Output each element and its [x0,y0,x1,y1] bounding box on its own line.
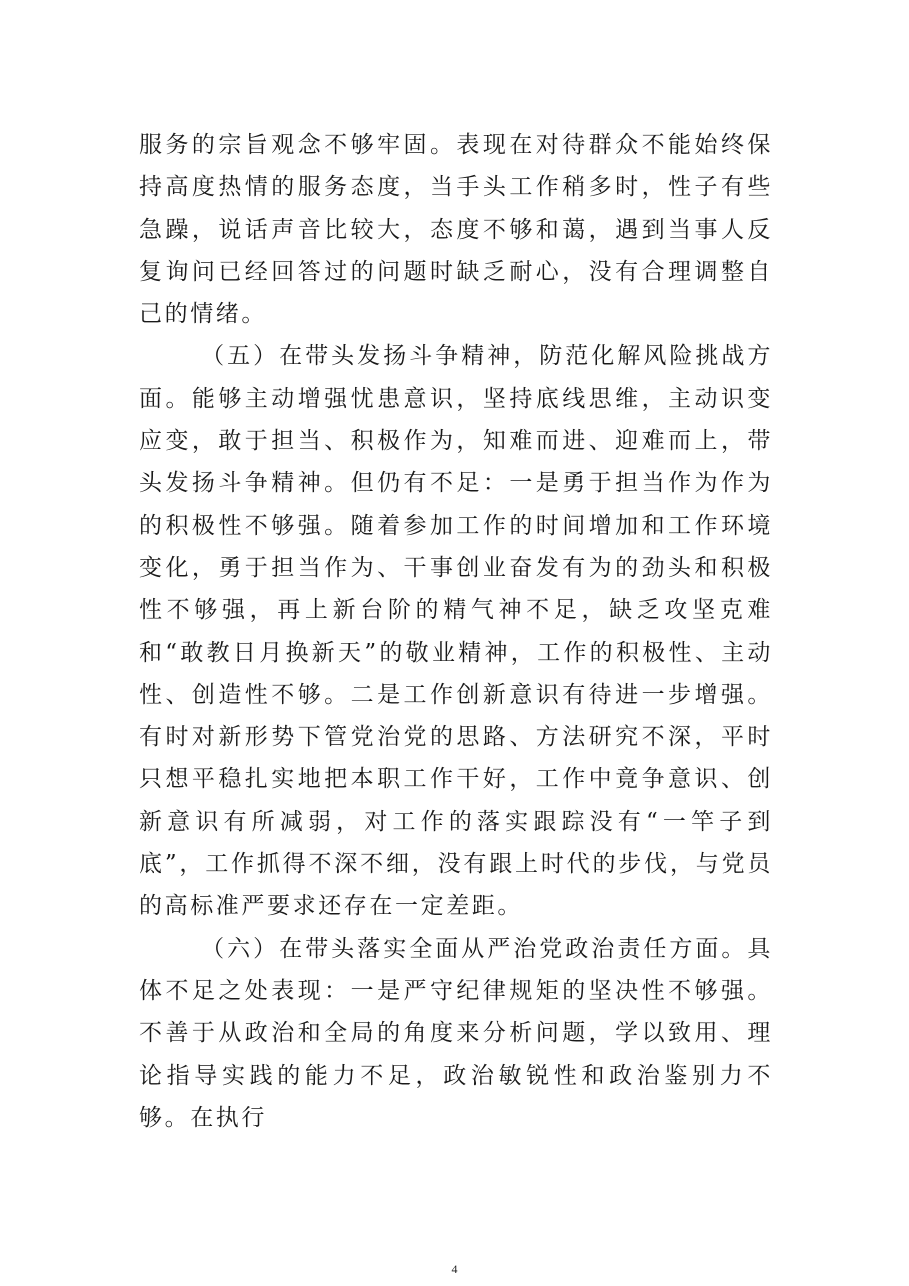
paragraph-continuation: 服务的宗旨观念不够牢固。表现在对待群众不能始终保持高度热情的服务态度，当手头工作稍多时，性子有些急躁，说话声音比较大，态度不够和蔼，遇到当事人反复询问已经回答过的问题时缺乏耐心，没有合理调整自己的情绪。 [139,132,773,328]
document-body [139,124,773,1139]
page-number: 4 [451,1262,458,1276]
paragraph-section-five: （五）在带头发扬斗争精神，防范化解风险挑战方面。能够主动增强忧患意识，坚持底线思维，主动识变应变，敢于担当、积极作为，知难而进、迎难而上，带头发扬斗争精神。但仍有不足：一是勇于担当作为作为的积极性不够强。随着参加工作的时间增加和工作环境变化，勇于担当作为、干事创业奋发有为的劲头和积极性不够强，再上新台阶的精气神不足，缺乏攻坚克难和“敢教日月换新天”的敬业精神，工作的积极性、主动性、创造性不够。二是工作创新意识有待进一步增强。有时对新形势下管党治党的思路、方法研究不深，平时只想平稳扎实地把本职工作干好，工作中竟争意识、创新意识有所减弱，对工作的落实跟踪没有“一竿子到底”，工作抓得不深不细，没有跟上时代的步伐，与党员的高标准严要求还存在一定差距。 [139,343,773,920]
paragraph-section-six: （六）在带头落实全面从严治党政治责任方面。具体不足之处表现：一是严守纪律规矩的坚决性不够强。不善于从政治和全局的角度来分析问题，学以致用、理论指导实践的能力不足，政治敏锐性和政治鉴别力不够。在执行 [139,935,773,1131]
